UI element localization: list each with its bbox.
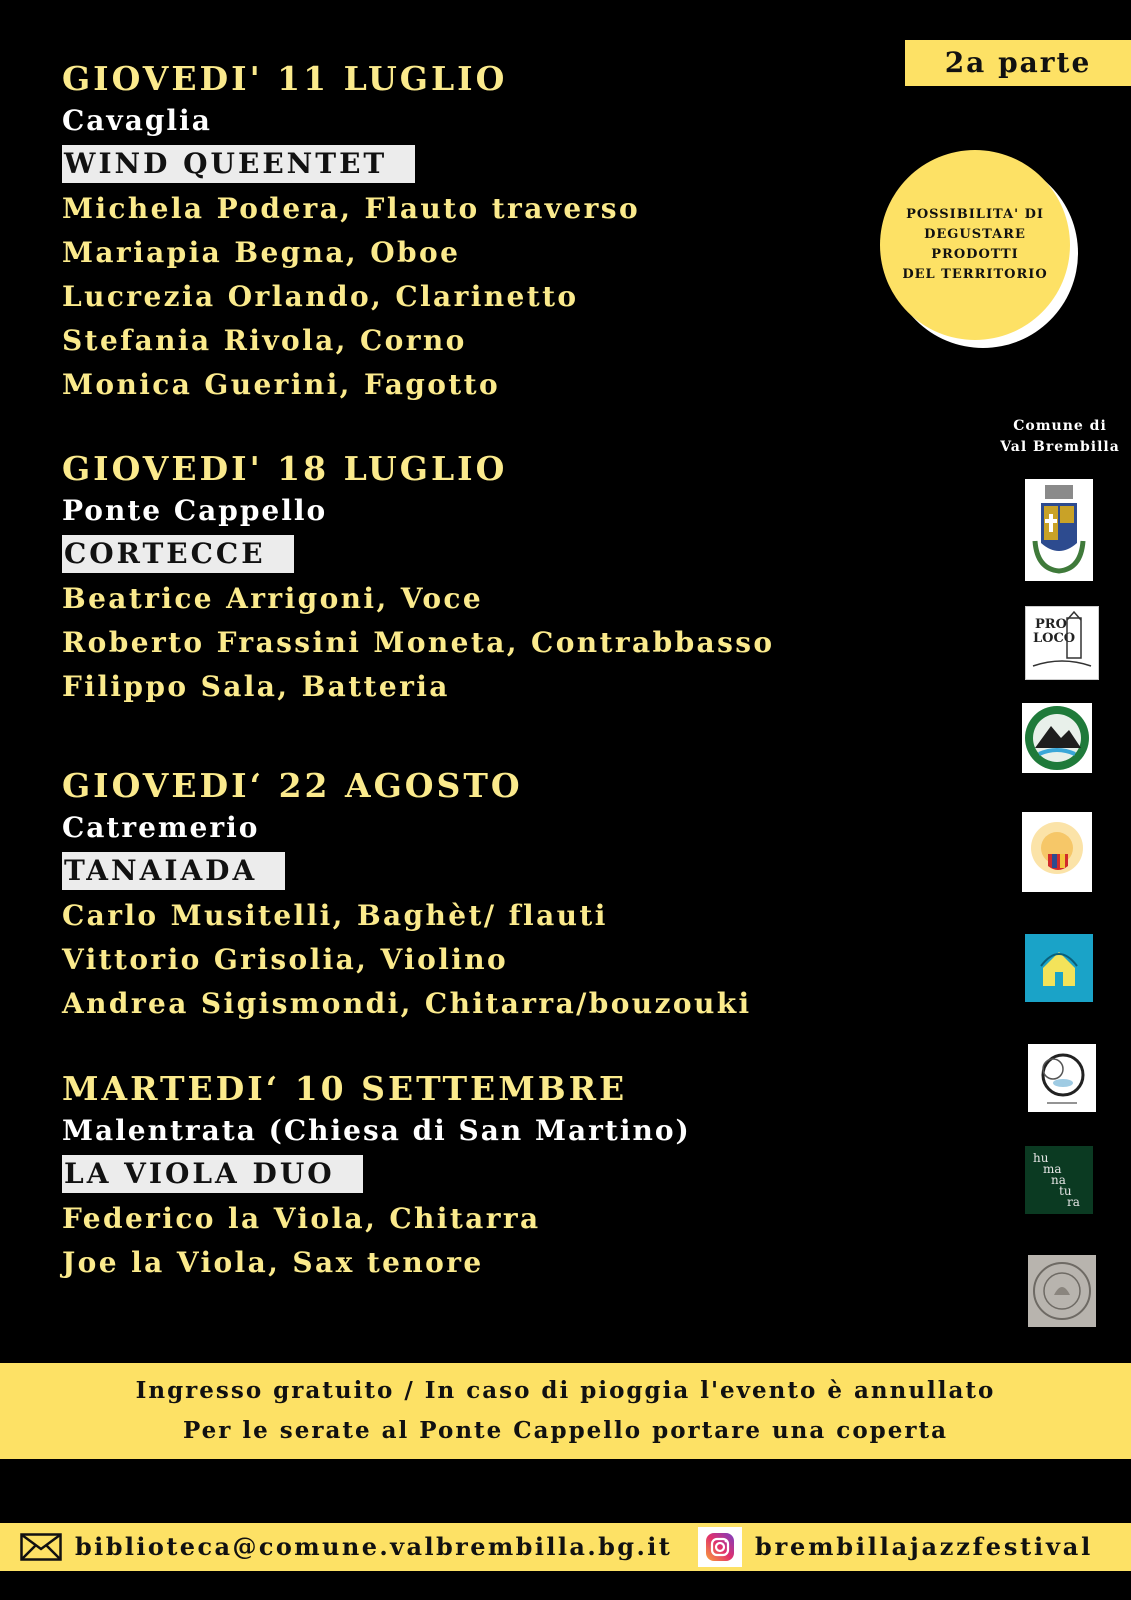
- member: Lucrezia Orlando, Clarinetto: [62, 280, 579, 313]
- humanatura-syllable: hu: [1033, 1150, 1049, 1165]
- info-line2: Per le serate al Ponte Cappello portare una coperta: [182, 1417, 949, 1444]
- circle-theatre-icon: [1029, 1045, 1095, 1111]
- event-1: [62, 59, 640, 407]
- contact-email[interactable]: biblioteca@comune.valbrembilla.bg.it: [75, 1532, 673, 1561]
- comune-heading: [990, 416, 1130, 458]
- member: Filippo Sala, Batteria: [62, 670, 450, 703]
- coat-of-arms-icon: [1027, 481, 1091, 579]
- proloco-text2: LOCO: [1033, 631, 1076, 646]
- tasting-badge: [880, 150, 1086, 346]
- teatro-logo: [1028, 1044, 1096, 1112]
- badge-line: PRODOTTI: [931, 247, 1019, 262]
- event-band: TANAIADA: [62, 852, 285, 890]
- member: Beatrice Arrigoni, Voce: [62, 582, 484, 615]
- badge-line: DEL TERRITORIO: [902, 267, 1048, 282]
- proloco-logo: [1025, 606, 1099, 680]
- contact-footer: [0, 1523, 1131, 1571]
- event-band: LA VIOLA DUO: [62, 1155, 363, 1193]
- badge-line: POSSIBILITA' DI: [906, 207, 1044, 222]
- event-3: [62, 766, 752, 1026]
- comune-line1: Comune di: [1013, 418, 1107, 434]
- event-date: GIOVEDI‘ 22 AGOSTO: [62, 766, 523, 805]
- member: Monica Guerini, Fagotto: [62, 368, 501, 401]
- comune-line2: Val Brembilla: [1000, 439, 1120, 455]
- mail-icon: [20, 1533, 62, 1565]
- sun-shield-logo: [1022, 812, 1092, 892]
- member: Vittorio Grisolia, Violino: [62, 943, 509, 976]
- event-place: Malentrata (Chiesa di San Martino): [62, 1114, 691, 1147]
- member: Andrea Sigismondi, Chitarra/bouzouki: [62, 987, 752, 1020]
- member: Carlo Musitelli, Baghèt/ flauti: [62, 899, 608, 932]
- teal-association-logo: [1025, 934, 1093, 1002]
- humanatura-syllable: ma: [1043, 1161, 1062, 1176]
- sun-shield-icon: [1024, 814, 1090, 890]
- humanatura-syllable: na: [1051, 1172, 1066, 1187]
- member: Michela Podera, Flauto traverso: [62, 192, 641, 225]
- humanatura-logo: [1025, 1146, 1093, 1214]
- coat-of-arms-logo: [1025, 479, 1093, 581]
- event-place: Ponte Cappello: [62, 494, 328, 527]
- event-4: [62, 1069, 691, 1285]
- humanatura-syllable: ra: [1067, 1194, 1080, 1209]
- member: Federico la Viola, Chitarra: [62, 1202, 541, 1235]
- humanatura-syllable: tu: [1059, 1183, 1072, 1198]
- house-icon: [1029, 938, 1089, 998]
- info-line1: Ingresso gratuito / In caso di pioggia l'evento è annullato: [135, 1377, 996, 1404]
- parish-seal-logo: [1028, 1255, 1096, 1327]
- event-date: GIOVEDI' 18 LUGLIO: [62, 449, 508, 488]
- event-place: Catremerio: [62, 811, 260, 844]
- event-date: GIOVEDI' 11 LUGLIO: [62, 59, 508, 98]
- event-band: CORTECCE: [62, 535, 294, 573]
- badge-line: DEGUSTARE: [924, 227, 1026, 242]
- valbrembilla-green-logo: [1022, 703, 1092, 773]
- event-band: WIND QUEENTET: [62, 145, 415, 183]
- proloco-text1: PRO: [1035, 617, 1067, 632]
- member: Joe la Viola, Sax tenore: [62, 1246, 484, 1279]
- event-place: Cavaglia: [62, 104, 212, 137]
- member: Mariapia Begna, Oboe: [62, 236, 461, 269]
- proloco-icon: [1027, 608, 1097, 678]
- event-date: MARTEDI‘ 10 SETTEMBRE: [62, 1069, 628, 1108]
- part-label: 2a parte: [905, 40, 1131, 86]
- member: Stefania Rivola, Corno: [62, 324, 467, 357]
- instagram-handle[interactable]: brembillajazzfestival: [755, 1532, 1093, 1561]
- mountain-circle-icon: [1023, 704, 1091, 772]
- instagram-icon[interactable]: [698, 1527, 742, 1567]
- member: Roberto Frassini Moneta, Contrabbasso: [62, 626, 775, 659]
- seal-icon: [1030, 1259, 1094, 1323]
- badge-circle: [880, 150, 1070, 340]
- info-bar: [0, 1363, 1131, 1459]
- event-2: [62, 449, 775, 709]
